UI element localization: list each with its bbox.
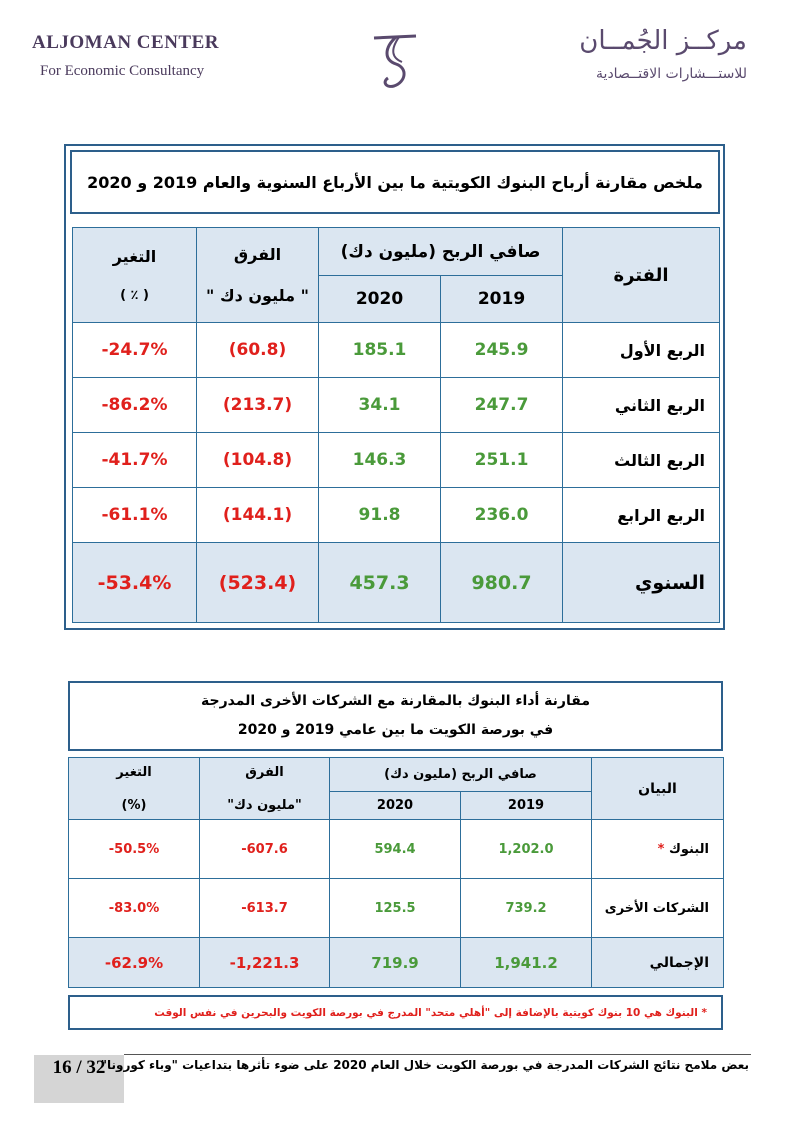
row-label: الربع الأول xyxy=(563,323,720,378)
table2-title: مقارنة أداء البنوك بالمقارنة مع الشركات الأخرى المدرجة في بورصة الكويت ما بين عامي 2019 و 2020 xyxy=(68,681,723,751)
stylized-letter-logo-icon xyxy=(366,30,428,92)
table1-header-2019: 2019 xyxy=(441,276,563,323)
value-change: -41.7% xyxy=(73,433,197,488)
value-diff: -613.7 xyxy=(200,879,330,938)
value-2019: 1,202.0 xyxy=(461,820,592,879)
logo-arabic-title: مركــز الجُمــان xyxy=(579,26,747,56)
value-change: -50.5% xyxy=(69,820,200,879)
value-diff: -607.6 xyxy=(200,820,330,879)
row-label: البنوك * xyxy=(592,820,724,879)
value-2019: 236.0 xyxy=(441,488,563,543)
row-label: الربع الرابع xyxy=(563,488,720,543)
value-2019: 739.2 xyxy=(461,879,592,938)
value-2019: 1,941.2 xyxy=(461,938,592,988)
table-row-total xyxy=(69,938,724,988)
table1-header-2020: 2020 xyxy=(319,276,441,323)
value-diff: (144.1) xyxy=(197,488,319,543)
row-label: الإجمالي xyxy=(592,938,724,988)
table-row xyxy=(73,433,720,488)
value-2020: 719.9 xyxy=(330,938,461,988)
value-diff: (523.4) xyxy=(197,543,319,623)
logo-english-title: ALJOMAN CENTER xyxy=(32,32,219,53)
value-diff: (60.8) xyxy=(197,323,319,378)
value-2019: 247.7 xyxy=(441,378,563,433)
table2 xyxy=(68,757,724,988)
value-change: -86.2% xyxy=(73,378,197,433)
value-2020: 34.1 xyxy=(319,378,441,433)
row-label: الربع الثاني xyxy=(563,378,720,433)
row-label: الربع الثالث xyxy=(563,433,720,488)
value-2019: 251.1 xyxy=(441,433,563,488)
row-label: الشركات الأخرى xyxy=(592,879,724,938)
table2-header-diff: الفرق "مليون دك" xyxy=(200,758,330,820)
footer-divider xyxy=(124,1054,751,1055)
table-row xyxy=(69,879,724,938)
table1 xyxy=(72,227,720,623)
table2-header-2020: 2020 xyxy=(330,792,461,820)
value-change: -53.4% xyxy=(73,543,197,623)
table1-header-change: التغير ( ٪ ) xyxy=(73,228,197,323)
table-row-total xyxy=(73,543,720,623)
value-diff: (213.7) xyxy=(197,378,319,433)
value-2019: 245.9 xyxy=(441,323,563,378)
table1-header-net-profit: صافي الربح (مليون دك) xyxy=(319,228,563,276)
logo-english-subtitle: For Economic Consultancy xyxy=(40,63,205,79)
page-number: 16 / 32 xyxy=(52,1057,106,1078)
value-2020: 594.4 xyxy=(330,820,461,879)
value-2020: 91.8 xyxy=(319,488,441,543)
table2-header-net-profit: صافي الربح (مليون دك) xyxy=(330,758,592,792)
value-change: -83.0% xyxy=(69,879,200,938)
table1-title: ملخص مقارنة أرباح البنوك الكويتية ما بين الأرباع السنوية والعام 2019 و 2020 xyxy=(70,150,720,214)
table1-header-diff: الفرق " مليون دك " xyxy=(197,228,319,323)
value-change: -61.1% xyxy=(73,488,197,543)
value-2020: 146.3 xyxy=(319,433,441,488)
value-diff: -1,221.3 xyxy=(200,938,330,988)
value-change: -62.9% xyxy=(69,938,200,988)
logo-arabic-subtitle: للاستـــشارات الاقتــصادية xyxy=(596,66,747,82)
value-2020: 125.5 xyxy=(330,879,461,938)
table-row xyxy=(73,488,720,543)
table2-header-2019: 2019 xyxy=(461,792,592,820)
table2-header-item: البيان xyxy=(592,758,724,820)
value-2019: 980.7 xyxy=(441,543,563,623)
row-label: السنوي xyxy=(563,543,720,623)
table-row xyxy=(73,378,720,433)
footer-caption: بعض ملامح نتائج الشركات المدرجة في بورصة الكويت خلال العام 2020 على ضوء تأثرها بتداعيات "وباء كورونا" xyxy=(100,1058,749,1072)
value-change: -24.7% xyxy=(73,323,197,378)
value-2020: 185.1 xyxy=(319,323,441,378)
value-2020: 457.3 xyxy=(319,543,441,623)
value-diff: (104.8) xyxy=(197,433,319,488)
table2-footnote: * البنوك هي 10 بنوك كويتية بالإضافة إلى "أهلي متحد" المدرج في بورصة الكويت والبحرين في نفس الوقت xyxy=(68,995,723,1030)
table-row xyxy=(73,323,720,378)
table-row xyxy=(69,820,724,879)
table2-header-change: التغير (%) xyxy=(69,758,200,820)
table1-header-period: الفترة xyxy=(563,228,720,323)
